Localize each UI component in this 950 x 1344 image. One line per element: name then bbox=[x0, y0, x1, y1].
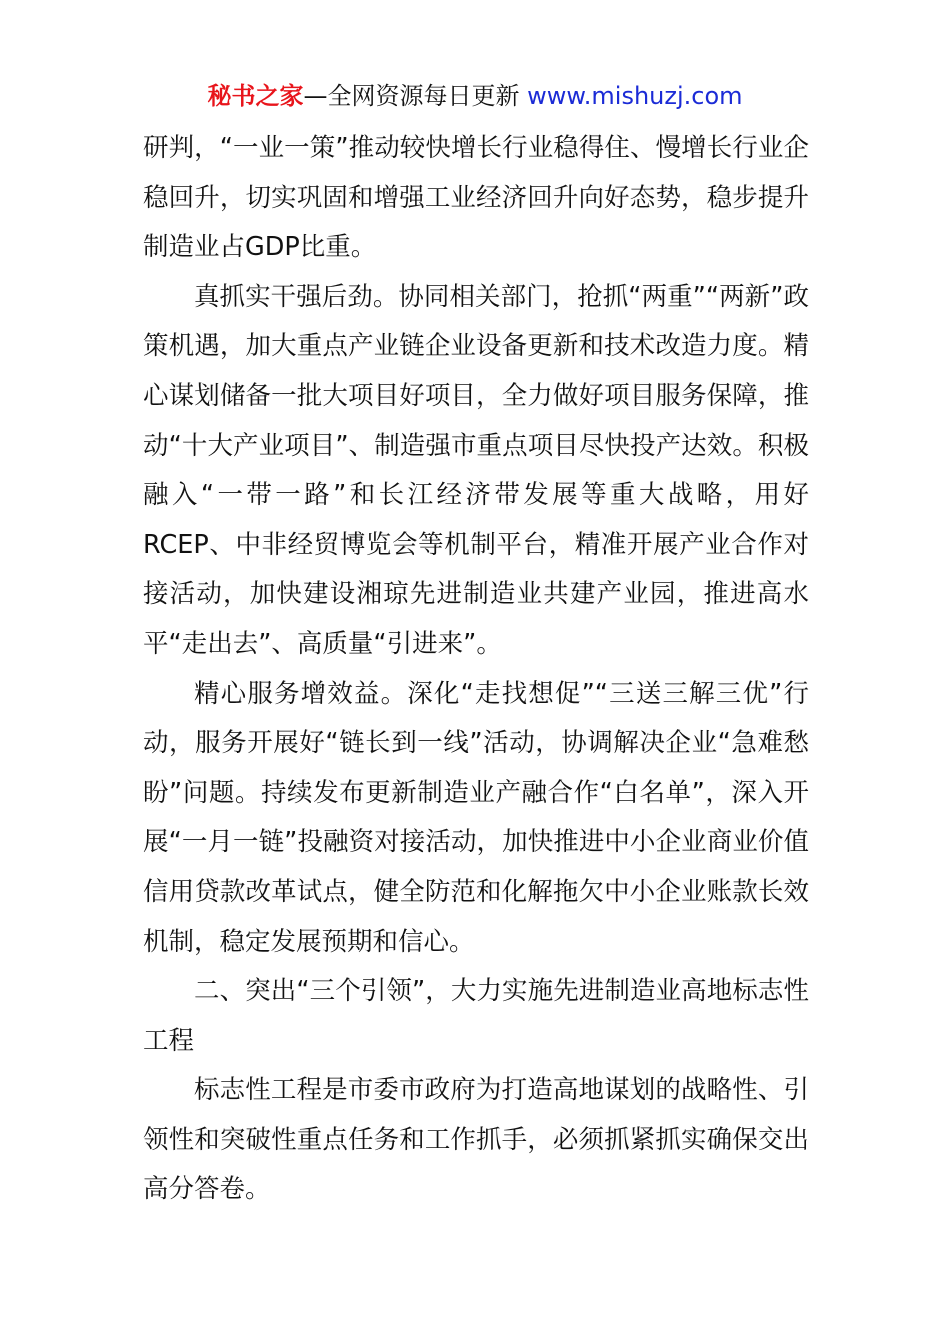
header-tagline: —全网资源每日更新 bbox=[303, 82, 520, 110]
site-header bbox=[0, 78, 950, 114]
document-body bbox=[143, 124, 809, 1215]
paragraph-4: 标志性工程是市委市政府为打造高地谋划的战略性、引领性和突破性重点任务和工作抓手，必须抓紧抓实确保交出高分答卷。 bbox=[143, 1075, 809, 1205]
site-url-link[interactable]: www.mishuzj.com bbox=[527, 82, 743, 110]
brand-name: 秘书之家 bbox=[207, 82, 304, 110]
paragraph-3: 精心服务增效益。深化“走找想促”“三送三解三优”行动，服务开展好“链长到一线”活动，协调解决企业“急难愁盼”问题。持续发布更新制造业产融合作“白名单”，深入开展“一月一链”投融资对接活动，加快推进中小企业商业价值信用贷款改革试点，健全防范和化解拖欠中小企业账款长效机制，稳定发展预期和信心。 bbox=[143, 678, 809, 957]
paragraph-2: 真抓实干强后劲。协同相关部门，抢抓“两重”“两新”政策机遇，加大重点产业链企业设备更新和技术改造力度。精心谋划储备一批大项目好项目，全力做好项目服务保障，推动“十大产业项目”、制造强市重点项目尽快投产达效。积极融入“一带一路”和长江经济带发展等重大战略，用好RCEP、中非经贸博览会等机制平台，精准开展产业合作对接活动，加快建设湘琼先进制造业共建产业园，推进高水平“走出去”、高质量“引进来”。 bbox=[143, 281, 809, 659]
paragraph-1: 研判，“一业一策”推动较快增长行业稳得住、慢增长行业企稳回升，切实巩固和增强工业经济回升向好态势，稳步提升制造业占GDP比重。 bbox=[143, 133, 809, 263]
section-heading: 二、突出“三个引领”，大力实施先进制造业高地标志性工程 bbox=[143, 976, 809, 1056]
